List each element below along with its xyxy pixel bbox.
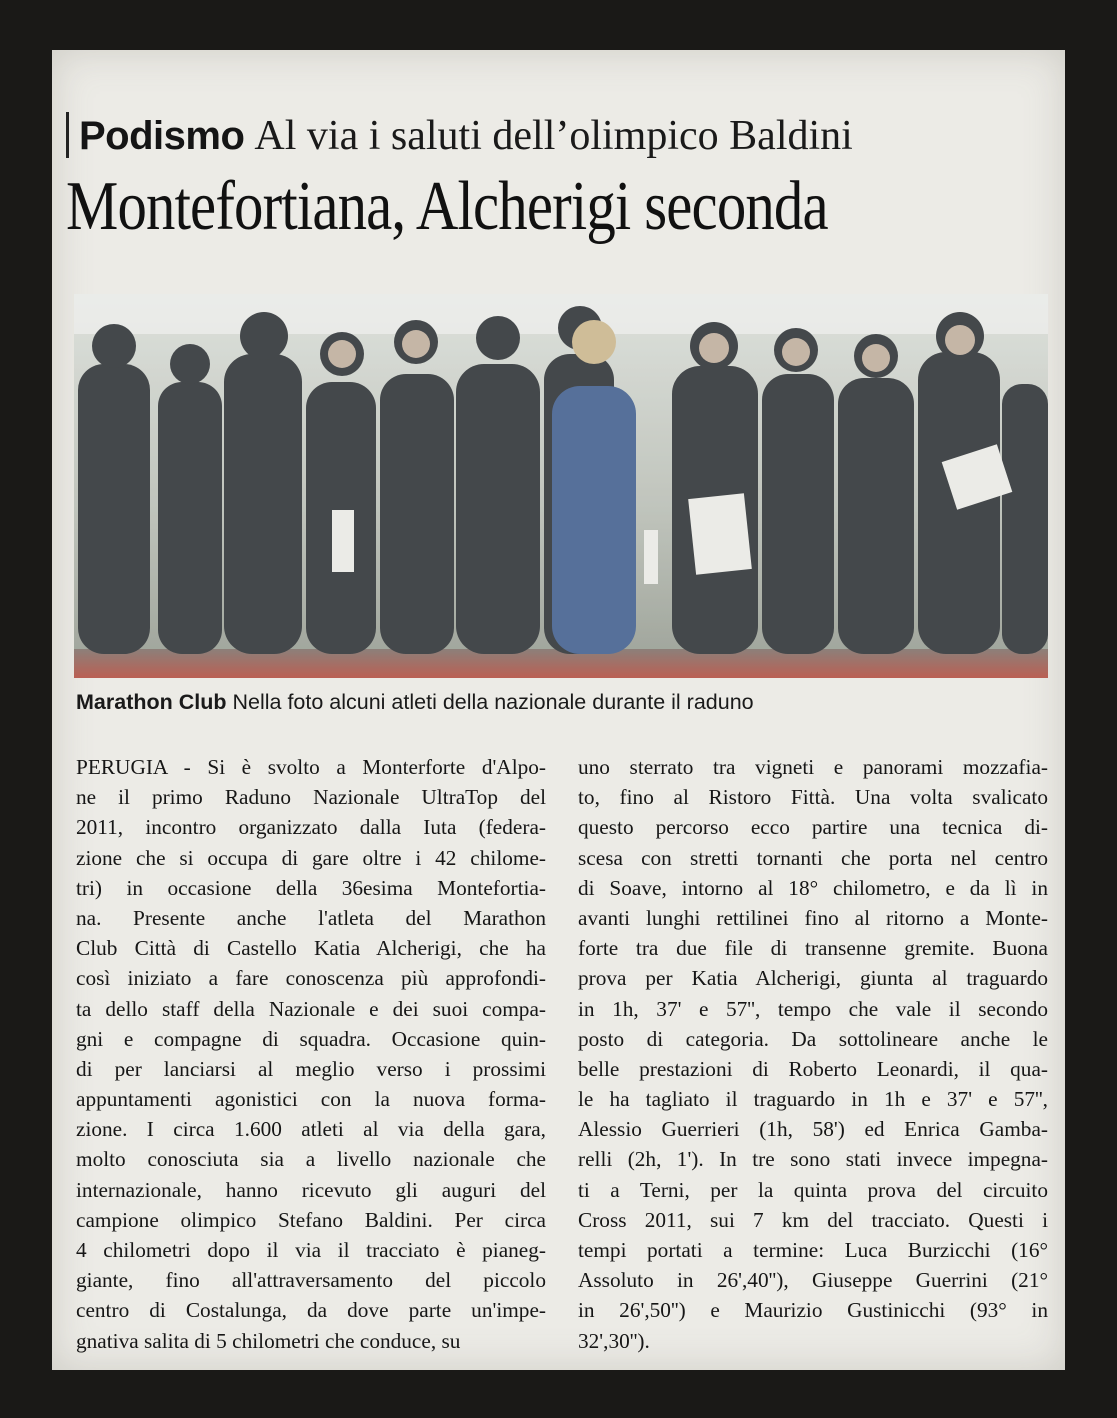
- text-line: na. Presente anche l'atleta del Marathon: [76, 905, 546, 930]
- text-line: tri) in occasione della 36esima Montefortia-: [76, 875, 546, 900]
- team-photo: [74, 294, 1048, 678]
- article-column-1: [76, 752, 546, 1356]
- text-line: giante, fino all'attraversamento del piccolo: [76, 1268, 546, 1293]
- caption-text: Nella foto alcuni atleti della nazionale durante il raduno: [232, 690, 754, 714]
- text-line: zione. I circa 1.600 atleti al via della gara,: [76, 1117, 546, 1142]
- text-line: così iniziato a fare conoscenza più approfondi-: [76, 966, 546, 991]
- text-line: relli (2h, 1'). In tre sono stati invece impegna-: [578, 1147, 1048, 1172]
- article-column-2: [578, 752, 1048, 1356]
- text-line: Club Città di Castello Katia Alcherigi, che ha: [76, 936, 546, 961]
- text-line: avanti lunghi rettilinei fino al ritorno a Monte-: [578, 905, 1048, 930]
- text-line: ne il primo Raduno Nazionale UltraTop del: [76, 785, 546, 810]
- text-line: uno sterrato tra vigneti e panorami mozzafia-: [578, 755, 1048, 779]
- text-line: internazionale, hanno ricevuto gli auguri del: [76, 1177, 546, 1202]
- text-line: Alessio Guerrieri (1h, 58') ed Enrica Gamba-: [578, 1117, 1048, 1142]
- text-line: forte tra due file di transenne gremite. Buona: [578, 936, 1048, 961]
- text-line: Assoluto in 26',40''), Giuseppe Guerrini (21°: [578, 1268, 1048, 1293]
- text-line: PERUGIA - Si è svolto a Monterforte d'Alpo-: [76, 755, 546, 779]
- text-line: ta dello staff della Nazionale e dei suoi compa-: [76, 996, 546, 1021]
- text-line: Cross 2011, sui 7 km del tracciato. Questi i: [578, 1207, 1048, 1232]
- text-line: di Soave, intorno al 18° chilometro, e da lì in: [578, 875, 1048, 900]
- text-line: 2011, incontro organizzato dalla Iuta (federa-: [76, 815, 546, 840]
- text-line: to, fino al Ristoro Fittà. Una volta svalicato: [578, 785, 1048, 810]
- text-line: scesa con stretti tornanti che porta nel centro: [578, 845, 1048, 870]
- text-line: 4 chilometri dopo il via il tracciato è pianeg-: [76, 1238, 546, 1262]
- text-line: ti a Terni, per la quinta prova del circuito: [578, 1177, 1048, 1202]
- text-line: prova per Katia Alcherigi, giunta al traguardo: [578, 966, 1048, 991]
- text-line: molto conosciuta sia a livello nazionale che: [76, 1147, 546, 1172]
- article-headline: Montefortiana, Alcherigi seconda: [66, 168, 828, 245]
- text-line: zione che si occupa di gare oltre i 42 chilome-: [76, 845, 546, 870]
- text-line: posto di categoria. Da sottolineare anche le: [578, 1026, 1048, 1051]
- text-line: campione olimpico Stefano Baldini. Per circa: [76, 1207, 546, 1232]
- text-line: centro di Costalunga, da dove parte un'impe-: [76, 1298, 546, 1323]
- text-line: le ha tagliato il traguardo in 1h e 37' e 57'',: [578, 1087, 1048, 1112]
- section-tag: Podismo: [79, 114, 245, 158]
- text-line: belle prestazioni di Roberto Leonardi, il qua-: [578, 1056, 1048, 1081]
- caption-tag: Marathon Club: [76, 690, 227, 714]
- text-line: tempi portati a termine: Luca Burzicchi (16°: [578, 1238, 1048, 1262]
- text-line: appuntamenti agonistici con la nuova forma-: [76, 1087, 546, 1112]
- team-photo-image: [74, 294, 1048, 678]
- article-subtitle: Al via i saluti dell’olimpico Baldini: [254, 113, 853, 159]
- text-line: di per lanciarsi al meglio verso i prossimi: [76, 1056, 546, 1081]
- photo-caption: [76, 690, 1056, 720]
- text-line: gni e compagne di squadra. Occasione quin-: [76, 1026, 546, 1051]
- text-line: 32',30'').: [578, 1328, 650, 1353]
- text-line: questo percorso ecco partire una tecnica di-: [578, 815, 1048, 840]
- text-line: gnativa salita di 5 chilometri che conduce, su: [76, 1328, 461, 1353]
- section-kicker: [66, 112, 853, 158]
- text-line: in 26',50'') e Maurizio Gustinicchi (93° in: [578, 1298, 1048, 1323]
- text-line: in 1h, 37' e 57'', tempo che vale il secondo: [578, 996, 1048, 1021]
